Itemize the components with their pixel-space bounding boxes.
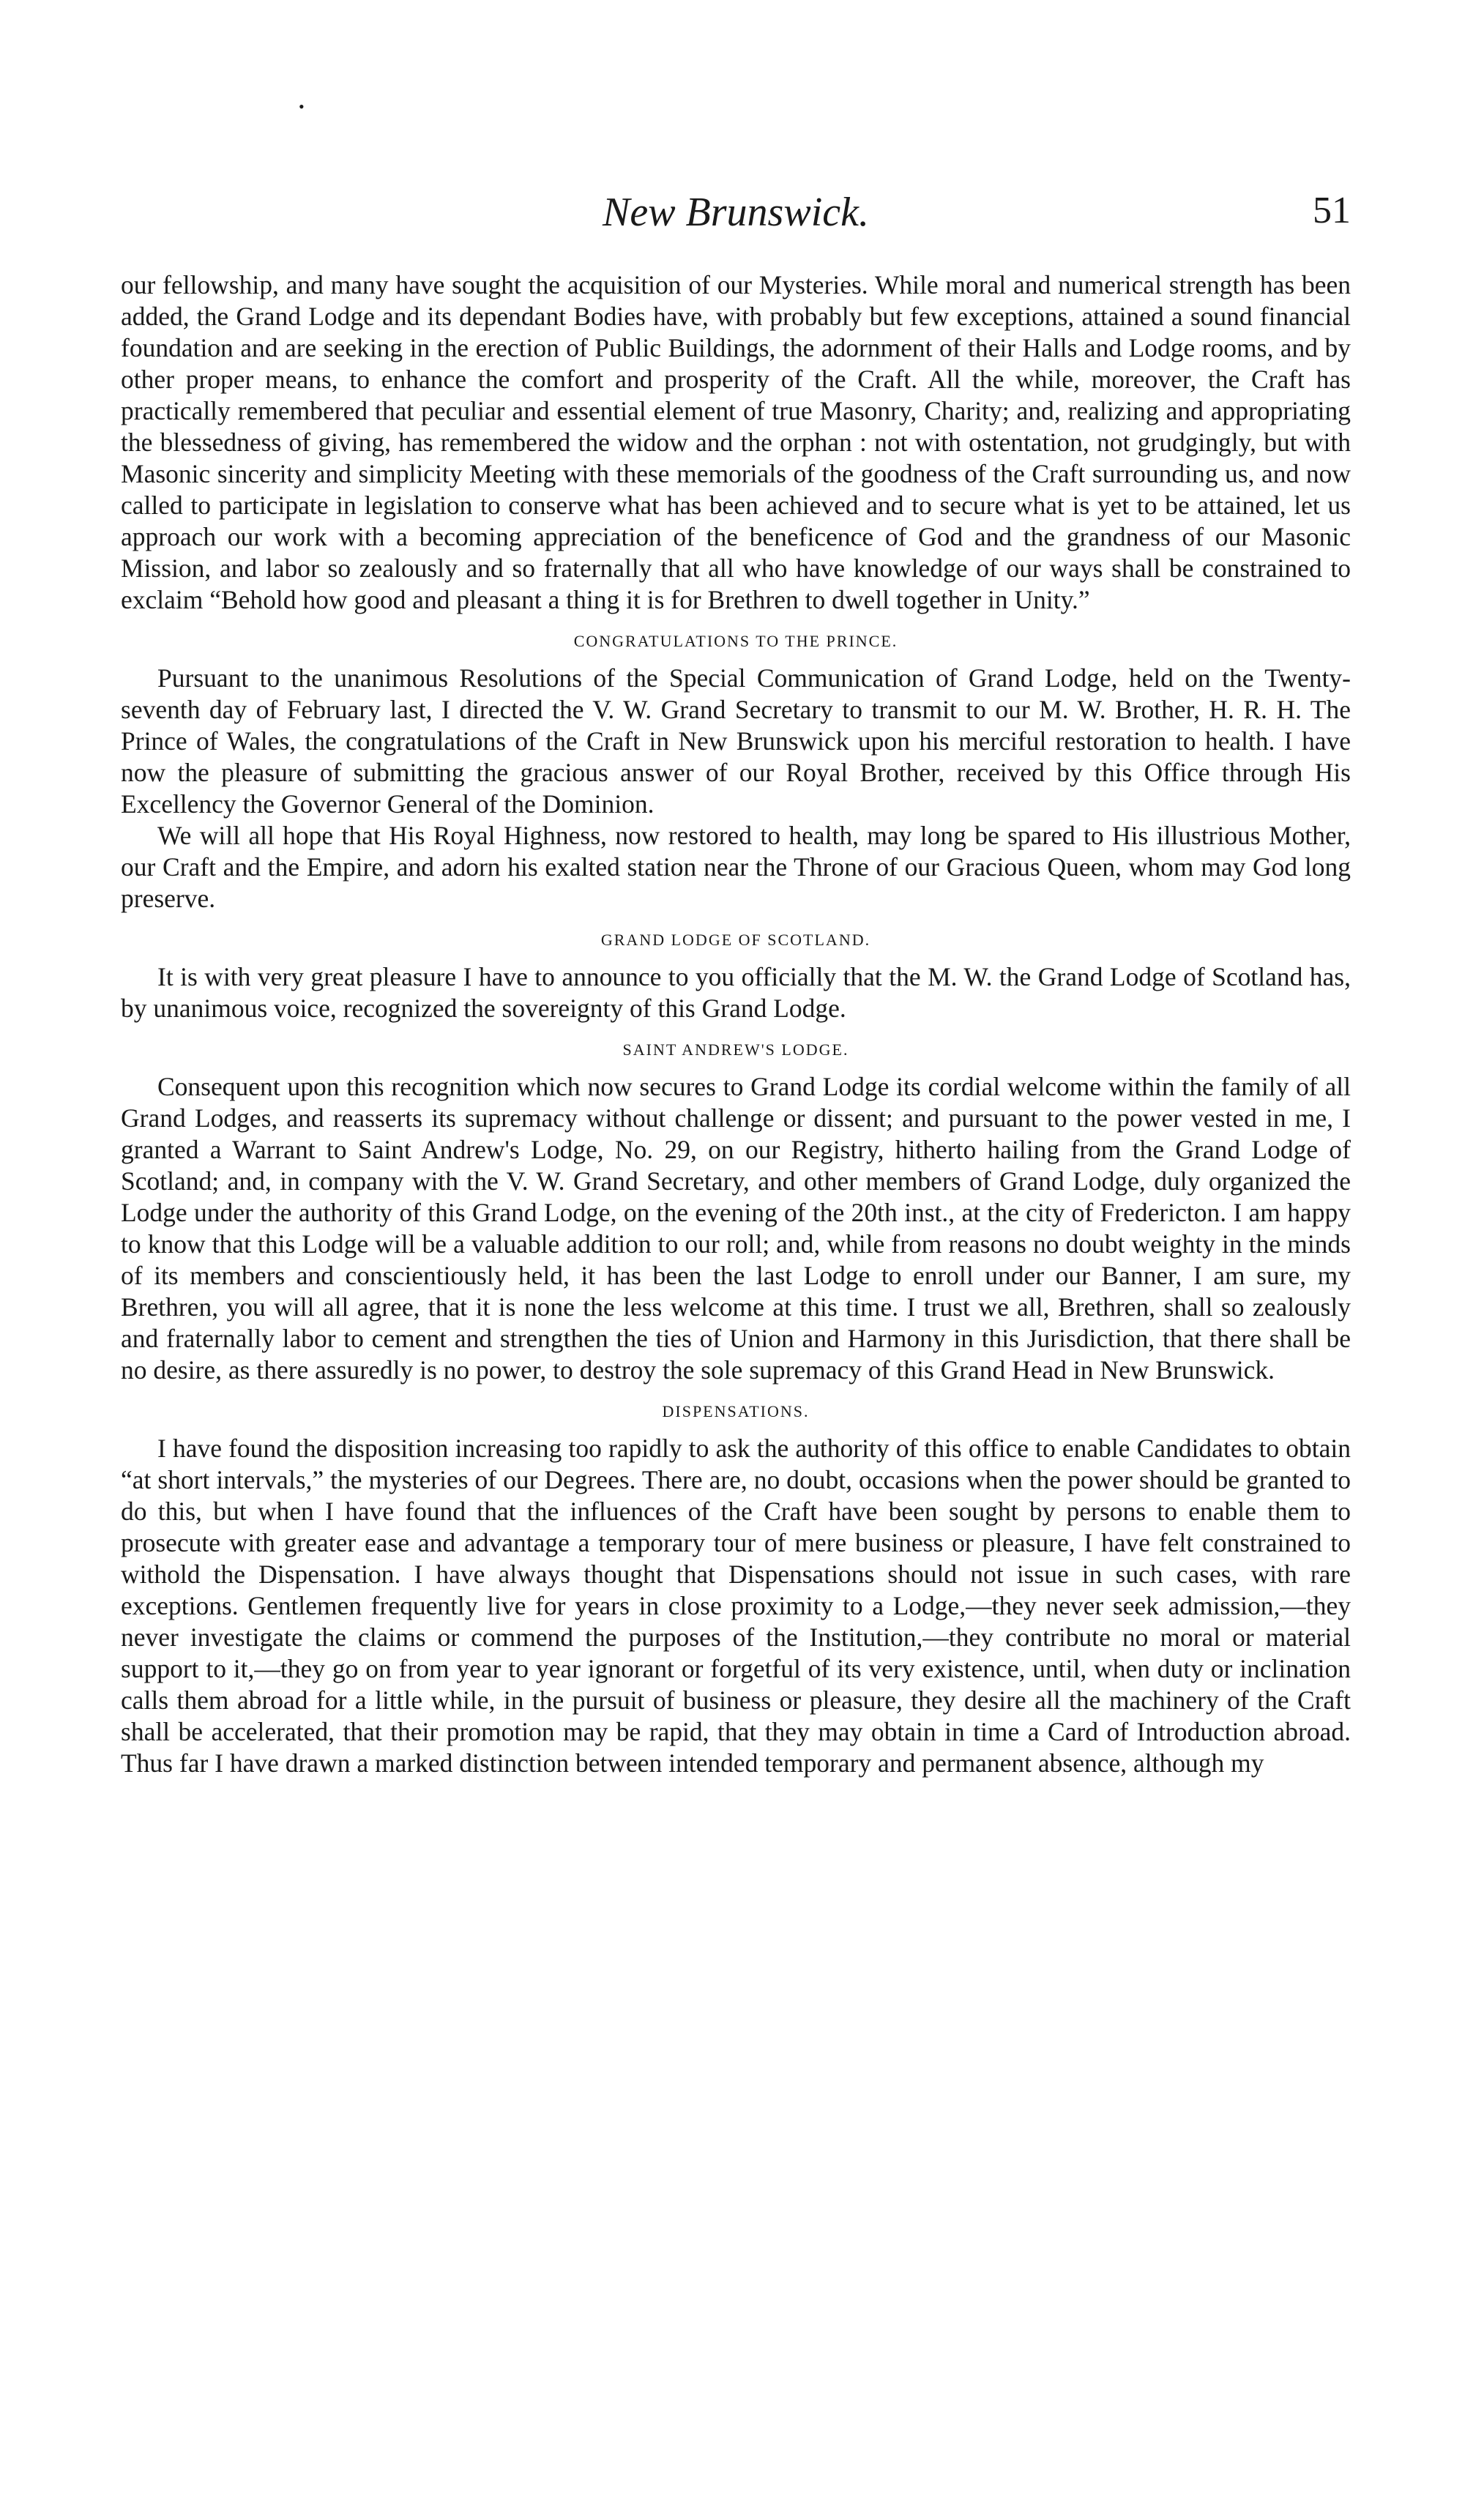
body-text <box>121 269 1351 1779</box>
paragraph-dispensations: I have found the disposition increasing too rapidly to ask the authority of this office to enable Candidates to obtain “at short intervals,” the mysteries of our Degrees. There are, no doubt, occasions when the power should be granted to do this, but when I have found that the influences of the Craft have been sought by persons to enable them to prosecute with greater ease and advantage a temporary tour of mere business or pleasure, I have felt constrained to withold the Dispensation. I have always thought that Dispensations should not issue in such cases, with rare exceptions. Gentlemen frequently live for years in close proximity to a Lodge,—they never seek admission,—they never investigate the claims or commend the purposes of the Institution,—they contribute no moral or material support to it,—they go on from year to year ignorant or forgetful of its very existence, until, when duty or inclination calls them abroad for a little while, in the pursuit of business or pleasure, they desire all the machinery of the Craft shall be accelerated, that their promotion may be rapid, that they may obtain in time a Card of Introduction abroad. Thus far I have drawn a marked distinction between intended temporary and permanent absence, although my <box>121 1434 1351 1778</box>
paragraph-pursuant: Pursuant to the unanimous Resolutions of the Special Communication of Grand Lodge, held on the Twenty-seventh day of February last, I directed the V. W. Grand Secretary to transmit to our M. W. Brother, H. R. H. The Prince of Wales, the congratulations of the Craft in New Brunswick upon his merciful restoration to health. I have now the pleasure of submitting the gracious answer of our Royal Brother, received by this Office through His Excellency the Governor General of the Dominion. <box>121 663 1351 819</box>
heading-grand-lodge-scotland: GRAND LODGE OF SCOTLAND. <box>600 931 871 949</box>
print-speck: • <box>299 97 305 116</box>
paragraph-royal-highness: We will all hope that His Royal Highness, now restored to health, may long be spared to His illustrious Mother, our Craft and the Empire, and adorn his exalted station near the Throne of our Gracious Queen, whom may God long preserve. <box>121 821 1351 913</box>
page-number: 51 <box>1313 190 1351 231</box>
paragraph-scotland: It is with very great pleasure I have to announce to you officially that the M. W. the Grand Lodge of Scotland has, by unanimous voice, recognized the sovereignty of this Grand Lodge. <box>121 962 1351 1023</box>
heading-congratulations: CONGRATULATIONS TO THE PRINCE. <box>573 632 898 650</box>
page-header <box>121 189 1351 247</box>
heading-saint-andrews-lodge: SAINT ANDREW'S LODGE. <box>622 1040 849 1059</box>
running-title: New Brunswick. <box>603 190 869 235</box>
paragraph-saint-andrews: Consequent upon this recognition which now secures to Grand Lodge its cordial welcome within the family of all Grand Lodges, and reasserts its supremacy without challenge or dissent; and pursuant to the power vested in me, I granted a Warrant to Saint Andrew's Lodge, No. 29, on our Registry, hitherto hailing from the Grand Lodge of Scotland; and, in company with the V. W. Grand Secretary, and other members of Grand Lodge, duly organized the Lodge under the authority of this Grand Lodge, on the evening of the 20th inst., at the city of Fredericton. I am happy to know that this Lodge will be a valuable addition to our roll; and, while from reasons no doubt weighty in the minds of its members and conscientiously held, it has been the last Lodge to enroll under our Banner, I am sure, my Brethren, you will all agree, that it is none the less welcome at this time. I trust we all, Brethren, shall so zealously and fraternally labor to cement and strengthen the ties of Union and Harmony in this Jurisdiction, that there shall be no desire, as there assuredly is no power, to destroy the sole supremacy of this Grand Head in New Brunswick. <box>121 1072 1351 1385</box>
paragraph-fellowship: our fellowship, and many have sought the acquisition of our Mysteries. While moral and numerical strength has been added, the Grand Lodge and its dependant Bodies have, with probably but few exceptions, attained a sound financial foundation and are seeking in the erection of Public Buildings, the adornment of their Halls and Lodge rooms, and by other proper means, to enhance the comfort and prosperity of the Craft. All the while, moreover, the Craft has practically remembered that peculiar and essential element of true Masonry, Charity; and, realizing and appropriating the blessedness of giving, has remembered the widow and the orphan : not with ostentation, not grudgingly, but with Masonic sincerity and simplicity Meeting with these memorials of the goodness of the Craft surrounding us, and now called to participate in legislation to conserve what has been achieved and to secure what is yet to be attained, let us approach our work with a becoming appreciation of the beneficence of God and the grandness of our Masonic Mission, and labor so zealously and so fraternally that all who have knowledge of our ways shall be constrained to exclaim “Behold how good and pleasant a thing it is for Brethren to dwell together in Unity.” <box>121 270 1351 614</box>
heading-dispensations: DISPENSATIONS. <box>662 1402 810 1420</box>
